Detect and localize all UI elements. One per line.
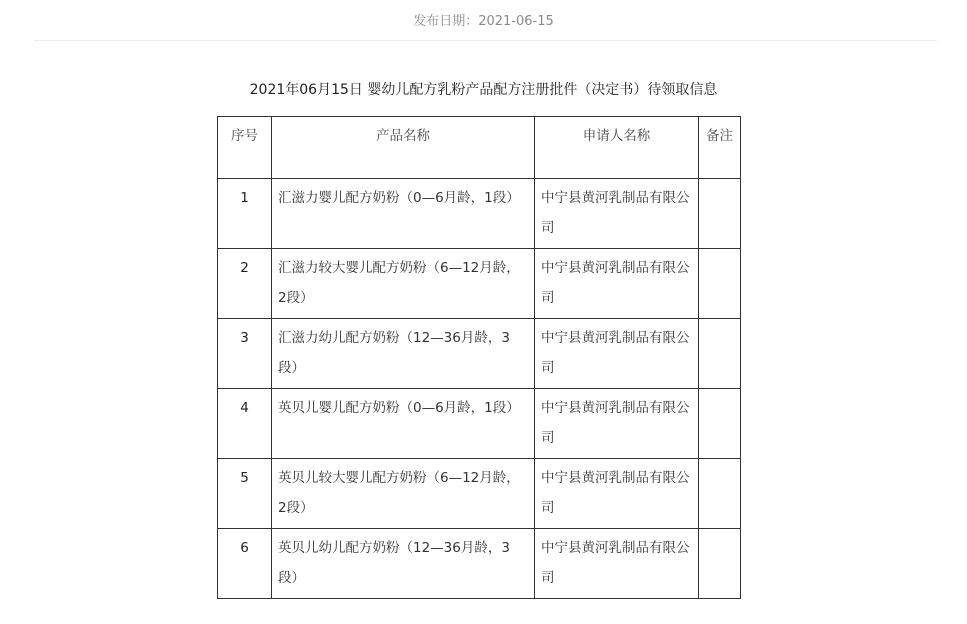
cell-applicant: 中宁县黄河乳制品有限公司 (535, 319, 699, 389)
cell-note (699, 459, 741, 529)
table-row (218, 459, 741, 529)
table-row (218, 179, 741, 249)
column-header-seq: 序号 (218, 117, 272, 179)
table-row (218, 319, 741, 389)
cell-seq: 3 (218, 319, 272, 389)
cell-product: 汇滋力幼儿配方奶粉（12—36月龄，3段） (272, 319, 535, 389)
document-title: 2021年06月15日 婴幼儿配方乳粉产品配方注册批件（决定书）待领取信息 (249, 82, 718, 98)
cell-seq: 1 (218, 179, 272, 249)
column-header-applicant: 申请人名称 (535, 117, 699, 179)
publish-date-value: 2021-06-15 (478, 14, 554, 29)
cell-applicant: 中宁县黄河乳制品有限公司 (535, 459, 699, 529)
publish-date-line (0, 12, 967, 32)
header-divider (34, 40, 937, 41)
cell-note (699, 529, 741, 599)
cell-note (699, 249, 741, 319)
table-row (218, 529, 741, 599)
table-row (218, 389, 741, 459)
cell-applicant: 中宁县黄河乳制品有限公司 (535, 389, 699, 459)
column-header-note: 备注 (699, 117, 741, 179)
table-row (218, 249, 741, 319)
publish-date-label: 发布日期： (413, 14, 479, 29)
cell-note (699, 179, 741, 249)
cell-note (699, 389, 741, 459)
cell-product: 汇滋力婴儿配方奶粉（0—6月龄，1段） (272, 179, 535, 249)
cell-seq: 5 (218, 459, 272, 529)
cell-product: 英贝儿幼儿配方奶粉（12—36月龄，3段） (272, 529, 535, 599)
cell-applicant: 中宁县黄河乳制品有限公司 (535, 179, 699, 249)
registration-table (217, 116, 741, 599)
cell-product: 英贝儿婴儿配方奶粉（0—6月龄，1段） (272, 389, 535, 459)
table-header-row (218, 117, 741, 179)
cell-applicant: 中宁县黄河乳制品有限公司 (535, 529, 699, 599)
cell-seq: 6 (218, 529, 272, 599)
cell-seq: 2 (218, 249, 272, 319)
cell-product: 英贝儿较大婴儿配方奶粉（6—12月龄，2段） (272, 459, 535, 529)
cell-applicant: 中宁县黄河乳制品有限公司 (535, 249, 699, 319)
cell-note (699, 319, 741, 389)
column-header-product: 产品名称 (272, 117, 535, 179)
cell-product: 汇滋力较大婴儿配方奶粉（6—12月龄，2段） (272, 249, 535, 319)
cell-seq: 4 (218, 389, 272, 459)
